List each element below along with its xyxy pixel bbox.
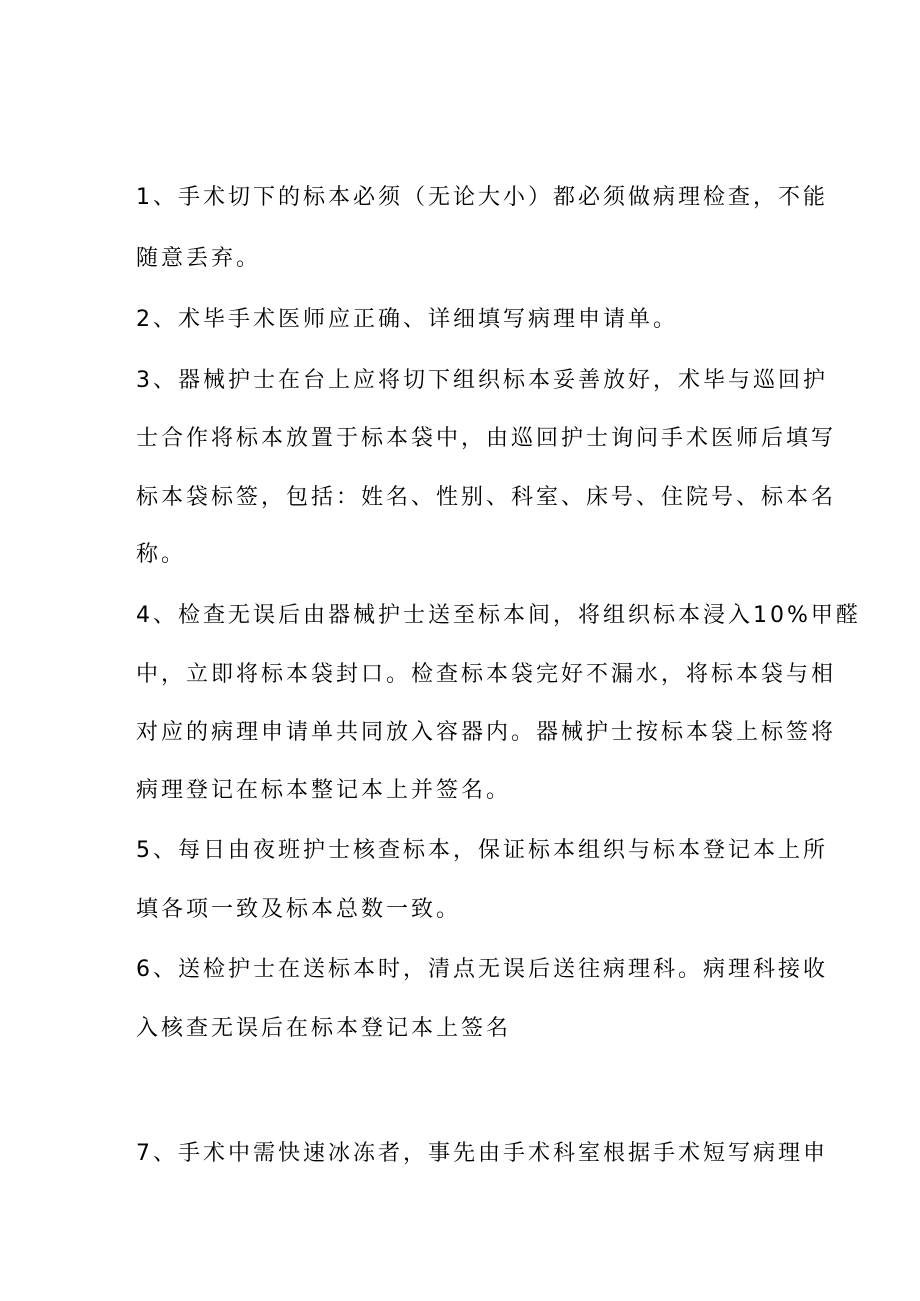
- item-4-line-2: 中，立即将标本袋封口。检查标本袋完好不漏水，将标本袋与相: [136, 662, 837, 687]
- item-3-line-2: 士合作将标本放置于标本袋中，由巡回护士询问手术医师后填写: [136, 426, 837, 451]
- item-4-line-4: 病理登记在标本整记本上并签名。: [136, 778, 512, 803]
- item-3-line-1: 3、器械护士在台上应将切下组织标本妥善放好，术毕与巡回护: [136, 368, 828, 393]
- item-4-line-3: 对应的病理申请单共同放入容器内。器械护士按标本袋上标签将: [136, 720, 837, 745]
- item-2-line-1: 2、术毕手术医师应正确、详细填写病理申请单。: [136, 307, 678, 332]
- item-6-line-2: 入核查无误后在标本登记本上签名: [136, 1016, 512, 1041]
- item-3-line-4: 称。: [136, 542, 187, 567]
- item-4-line-1: 4、检查无误后由器械护士送至标本间，将组织标本浸入10%甲醛: [136, 603, 861, 628]
- item-1-line-1: 1、手术切下的标本必须（无论大小）都必须做病理检查，不能: [136, 185, 828, 210]
- item-7-line-1: 7、手术中需快速冰冻者，事先由手术科室根据手术短写病理申: [136, 1141, 828, 1166]
- item-5-line-2: 填各项一致及标本总数一致。: [136, 897, 462, 922]
- item-5-line-1: 5、每日由夜班护士核查标本，保证标本组织与标本登记本上所: [136, 838, 828, 863]
- item-1-line-2: 随意丢弃。: [136, 246, 262, 271]
- item-6-line-1: 6、送检护士在送标本时，清点无误后送往病理科。病理科接收: [136, 957, 828, 982]
- item-3-line-3: 标本袋标签，包括：姓名、性别、科室、床号、住院号、标本名: [136, 485, 837, 510]
